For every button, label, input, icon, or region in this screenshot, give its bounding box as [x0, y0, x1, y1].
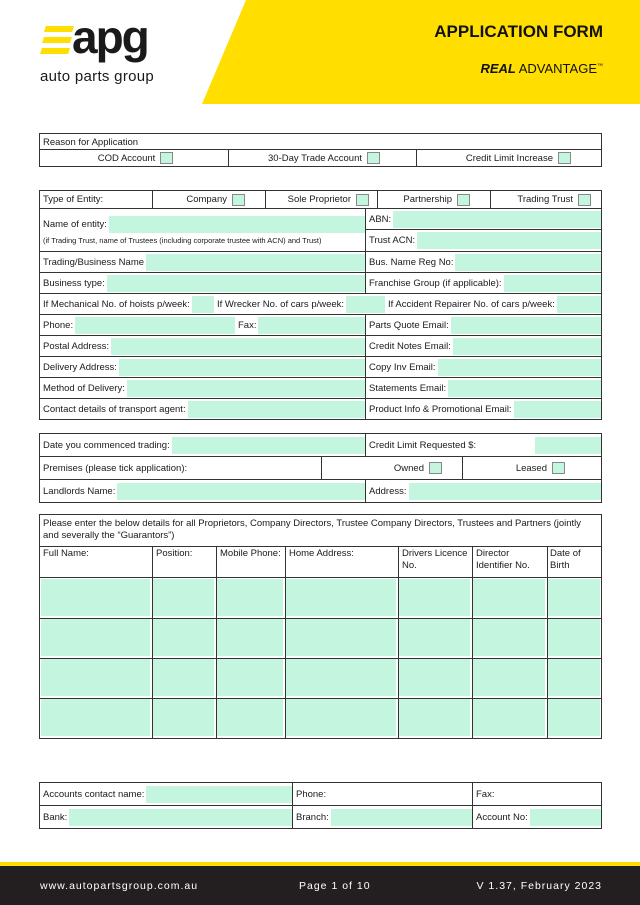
hoists-field[interactable] [192, 296, 214, 313]
franchise-field[interactable] [504, 275, 601, 292]
fax-field[interactable] [258, 317, 365, 334]
transport-field[interactable] [188, 401, 365, 418]
copy-inv-field[interactable] [438, 359, 601, 376]
phone-field[interactable] [75, 317, 235, 334]
footer-url[interactable]: www.autopartsgroup.com.au [40, 880, 199, 892]
transport-row: Contact details of transport agent: Product Info & Promotional Email: [39, 398, 602, 420]
trust-note: (if Trading Trust, name of Trustees (including corporate trustee with ACN) and Trust) [43, 236, 322, 245]
guarantor-1-field-2[interactable] [153, 579, 214, 616]
delivery-field[interactable] [119, 359, 365, 376]
trading-name-field[interactable] [146, 254, 365, 271]
accounts-fax-field[interactable] [496, 786, 601, 803]
accounts-contact-row: Accounts contact name: Phone: Fax: [39, 782, 602, 806]
entity-name-field[interactable] [109, 216, 365, 233]
trust-acn-field[interactable] [417, 232, 601, 249]
guarantor-3-field-1[interactable] [41, 659, 150, 696]
guarantor-1-field-3[interactable] [217, 579, 283, 616]
guarantor-3-field-5[interactable] [399, 659, 470, 696]
entity-company: Company [152, 191, 265, 208]
landlord-address-field[interactable] [409, 483, 602, 500]
guarantor-3-field-4[interactable] [286, 659, 396, 696]
guarantor-4-field-3[interactable] [217, 699, 283, 736]
guarantor-1-field-6[interactable] [473, 579, 545, 616]
guarantor-4-field-4[interactable] [286, 699, 396, 736]
entity-partnership: Partnership [377, 191, 490, 208]
parts-quote-field[interactable] [451, 317, 601, 334]
option-cod: COD Account [40, 150, 228, 166]
postal-row: Postal Address: Credit Notes Email: [39, 335, 602, 357]
col-full-name: Full Name: [43, 548, 89, 559]
guarantor-4-field-7[interactable] [548, 699, 600, 736]
reason-options-row [39, 149, 602, 167]
account-no-field[interactable] [530, 809, 601, 826]
method-field[interactable] [127, 380, 365, 397]
col-dob: Date of Birth [550, 548, 581, 571]
bank-row: Bank: Branch: Account No: [39, 805, 602, 829]
credit-limit-field[interactable] [535, 437, 601, 454]
reason-title: Reason for Application [43, 136, 139, 148]
phone-row: Phone: Fax: Parts Quote Email: [39, 314, 602, 336]
guarantor-1-field-5[interactable] [399, 579, 470, 616]
col-home-address: Home Address: [289, 548, 354, 559]
footer-version: V 1.37, February 2023 [476, 880, 602, 892]
wrecker-field[interactable] [346, 296, 385, 313]
guarantor-3-field-2[interactable] [153, 659, 214, 696]
logo-stripes-icon [40, 26, 74, 54]
method-row: Method of Delivery: Statements Email: [39, 377, 602, 399]
guarantors-table [39, 514, 602, 739]
guarantor-2-field-3[interactable] [217, 619, 283, 656]
brand-logo: apg [72, 11, 148, 63]
col-director-id: Director Identifier No. [476, 548, 530, 571]
guarantor-4-field-6[interactable] [473, 699, 545, 736]
promo-field[interactable] [514, 401, 601, 418]
guarantor-2-field-2[interactable] [153, 619, 214, 656]
guarantors-intro: Please enter the below details for all Proprietors, Company Directors, Trustee Company Directors, Trustees and Partners (jointly and severally the “Guarantors”) [43, 518, 582, 541]
entity-sole: Sole Proprietor [265, 191, 377, 208]
entity-trust: Trading Trust [490, 191, 601, 208]
page-header [0, 0, 640, 104]
branch-field[interactable] [331, 809, 472, 826]
option-30day: 30-Day Trade Account [228, 150, 416, 166]
brand-tagline: auto parts group [40, 68, 155, 85]
premises-owned: Owned [321, 457, 462, 479]
guarantor-4-field-2[interactable] [153, 699, 214, 736]
guarantor-3-field-3[interactable] [217, 659, 283, 696]
checkbox-leased[interactable] [552, 462, 565, 474]
checkbox-cod[interactable] [160, 152, 173, 164]
option-credit-limit: Credit Limit Increase [416, 150, 601, 166]
commenced-row: Date you commenced trading: Credit Limit Requested $: [39, 433, 602, 457]
slogan: REAL ADVANTAGE™ [480, 61, 603, 76]
footer-page: Page 1 of 10 [299, 880, 371, 892]
postal-field[interactable] [111, 338, 365, 355]
guarantor-2-field-6[interactable] [473, 619, 545, 656]
guarantor-2-field-1[interactable] [41, 619, 150, 656]
abn-field[interactable] [393, 211, 601, 228]
accounts-phone-field[interactable] [328, 786, 472, 803]
premises-row [39, 456, 602, 480]
guarantor-2-field-7[interactable] [548, 619, 600, 656]
checkbox-30day[interactable] [367, 152, 380, 164]
trading-name-row: Trading/Business Name Bus. Name Reg No: [39, 251, 602, 273]
entity-row [39, 190, 602, 209]
entity-name-cell: Name of entity: (if Trading Trust, name of Trustees (including corporate trustee with ACN) and Trust) [40, 209, 365, 251]
checkbox-owned[interactable] [429, 462, 442, 474]
guarantor-2-field-4[interactable] [286, 619, 396, 656]
premises-label: Premises (please tick application): [43, 462, 188, 474]
reason-title-row [39, 133, 602, 150]
commenced-field[interactable] [172, 437, 365, 454]
col-mobile: Mobile Phone: [220, 548, 281, 559]
col-position: Position: [156, 548, 193, 559]
bus-reg-field[interactable] [455, 254, 601, 271]
guarantor-4-field-1[interactable] [41, 699, 150, 736]
guarantor-4-field-5[interactable] [399, 699, 470, 736]
checkbox-credit-limit[interactable] [558, 152, 571, 164]
repairer-field[interactable] [557, 296, 601, 313]
bank-field[interactable] [69, 809, 292, 826]
abn-cell: ABN: Trust ACN: [365, 209, 601, 251]
guarantor-1-field-7[interactable] [548, 579, 600, 616]
landlord-field[interactable] [117, 483, 365, 500]
landlord-row: Landlords Name: Address: [39, 479, 602, 503]
page-footer [0, 866, 640, 905]
guarantor-1-field-1[interactable] [41, 579, 150, 616]
entity-label: Type of Entity: [43, 194, 104, 205]
guarantor-1-field-4[interactable] [286, 579, 396, 616]
accounts-contact-field[interactable] [146, 786, 292, 803]
entity-name-row [39, 208, 602, 252]
premises-leased: Leased [462, 457, 601, 479]
delivery-row: Delivery Address: Copy Inv Email: [39, 356, 602, 378]
checkbox-partnership[interactable] [457, 194, 470, 206]
guarantor-3-field-7[interactable] [548, 659, 600, 696]
guarantor-3-field-6[interactable] [473, 659, 545, 696]
col-licence: Drivers Licence No. [402, 548, 468, 571]
checkbox-sole[interactable] [356, 194, 369, 206]
checkbox-company[interactable] [232, 194, 245, 206]
guarantor-2-field-5[interactable] [399, 619, 470, 656]
form-title: APPLICATION FORM [434, 22, 603, 41]
statements-field[interactable] [448, 380, 601, 397]
credit-notes-field[interactable] [453, 338, 601, 355]
checkbox-trust[interactable] [578, 194, 591, 206]
business-type-field[interactable] [107, 275, 365, 292]
counts-row: If Mechanical No. of hoists p/week: If Wrecker No. of cars p/week: If Accident Repairer No. of cars p/week: [39, 293, 602, 315]
business-type-row: Business type: Franchise Group (if applicable): [39, 272, 602, 294]
